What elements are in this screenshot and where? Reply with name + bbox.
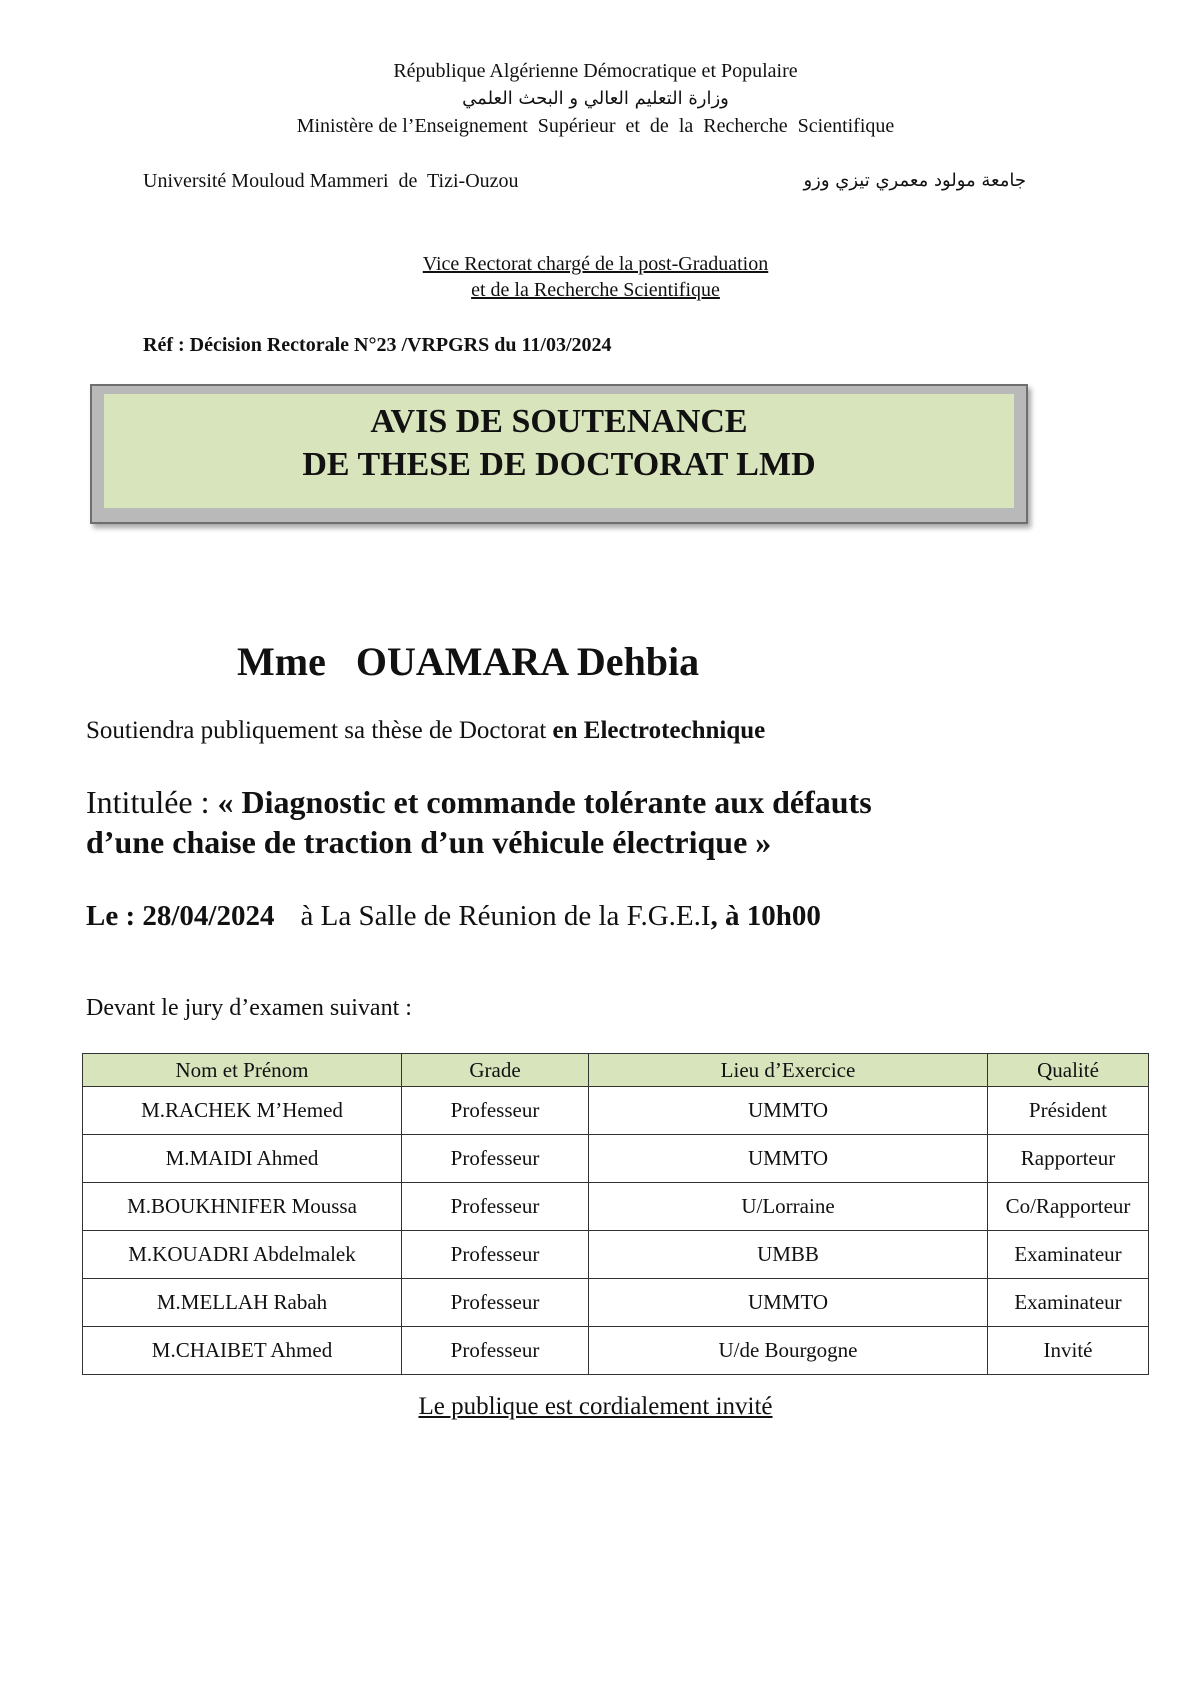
cell-role: Rapporteur <box>988 1135 1149 1183</box>
thesis-specialty: en Electrotechnique <box>552 717 766 744</box>
vice-rectorat-line2: et de la Recherche Scientifique <box>471 279 720 301</box>
title-box <box>90 384 1028 524</box>
event-details <box>86 900 821 933</box>
university-arabic: جامعة مولود معمري تيزي وزو <box>803 170 1026 191</box>
cell-grade: Professeur <box>402 1135 589 1183</box>
ministry-french: Ministère de l’Enseignement Supérieur et de la Recherche Scientifique <box>296 115 895 137</box>
cell-workplace: UMMTO <box>589 1087 988 1135</box>
jury-table <box>82 1053 1149 1375</box>
cell-workplace: U/Lorraine <box>589 1183 988 1231</box>
title-line1: AVIS DE SOUTENANCE <box>370 403 748 440</box>
event-time: , à 10h00 <box>710 900 821 932</box>
title-line2: DE THESE DE DOCTORAT LMD <box>302 446 816 483</box>
thesis-title <box>86 782 872 862</box>
cell-grade: Professeur <box>402 1327 589 1375</box>
column-header-name: Nom et Prénom <box>83 1054 402 1087</box>
cell-role: Examinateur <box>988 1279 1149 1327</box>
cell-name: M.CHAIBET Ahmed <box>83 1327 402 1375</box>
cell-workplace: UMMTO <box>589 1279 988 1327</box>
candidate-fullname: OUAMARA Dehbia <box>355 639 700 684</box>
cell-name: M.MELLAH Rabah <box>83 1279 402 1327</box>
cell-role: Invité <box>988 1327 1149 1375</box>
event-venue: à La Salle de Réunion de la F.G.E.I <box>300 900 711 932</box>
column-header-grade: Grade <box>402 1054 589 1087</box>
cell-name: M.BOUKHNIFER Moussa <box>83 1183 402 1231</box>
candidate-civility: Mme <box>237 639 326 684</box>
thesis-title-label: Intitulée : <box>86 784 210 820</box>
table-row <box>83 1327 1149 1375</box>
cell-grade: Professeur <box>402 1183 589 1231</box>
cell-workplace: UMMTO <box>589 1135 988 1183</box>
cell-name: M.RACHEK M’Hemed <box>83 1087 402 1135</box>
university-french: Université Mouloud Mammeri de Tizi-Ouzou <box>143 170 519 192</box>
cell-grade: Professeur <box>402 1279 589 1327</box>
jury-intro: Devant le jury d’examen suivant : <box>86 995 412 1021</box>
cell-role: Président <box>988 1087 1149 1135</box>
cell-role: Examinateur <box>988 1231 1149 1279</box>
column-header-role: Qualité <box>988 1054 1149 1087</box>
cell-name: M.KOUADRI Abdelmalek <box>83 1231 402 1279</box>
cell-name: M.MAIDI Ahmed <box>83 1135 402 1183</box>
table-row <box>83 1087 1149 1135</box>
table-row <box>83 1183 1149 1231</box>
cell-workplace: UMBB <box>589 1231 988 1279</box>
republic-line: République Algérienne Démocratique et Populaire <box>393 60 798 82</box>
thesis-intro-text: Soutiendra publiquement sa thèse de Doctorat <box>86 717 547 744</box>
vice-rectorat <box>0 251 1191 303</box>
event-date: Le : 28/04/2024 <box>86 900 275 932</box>
cell-grade: Professeur <box>402 1087 589 1135</box>
candidate-name <box>237 638 699 685</box>
table-row <box>83 1231 1149 1279</box>
thesis-title-line2: d’une chaise de traction d’un véhicule électrique » <box>86 824 772 860</box>
cell-role: Co/Rapporteur <box>988 1183 1149 1231</box>
cell-workplace: U/de Bourgogne <box>589 1327 988 1375</box>
ministry-arabic: وزارة التعليم العالي و البحث العلمي <box>462 88 729 109</box>
title-box-inner <box>104 394 1014 508</box>
cell-grade: Professeur <box>402 1231 589 1279</box>
thesis-title-line1: « Diagnostic et commande tolérante aux défauts <box>217 784 872 820</box>
column-header-workplace: Lieu d’Exercice <box>589 1054 988 1087</box>
invitation-text: Le publique est cordialement invité <box>418 1393 773 1420</box>
vice-rectorat-line1: Vice Rectorat chargé de la post-Graduation <box>422 253 769 275</box>
table-row <box>83 1135 1149 1183</box>
invitation <box>0 1393 1191 1421</box>
jury-header-row <box>83 1054 1149 1087</box>
decision-reference: Réf : Décision Rectorale N°23 /VRPGRS du 11/03/2024 <box>143 334 612 356</box>
thesis-intro <box>86 717 765 745</box>
table-row <box>83 1279 1149 1327</box>
